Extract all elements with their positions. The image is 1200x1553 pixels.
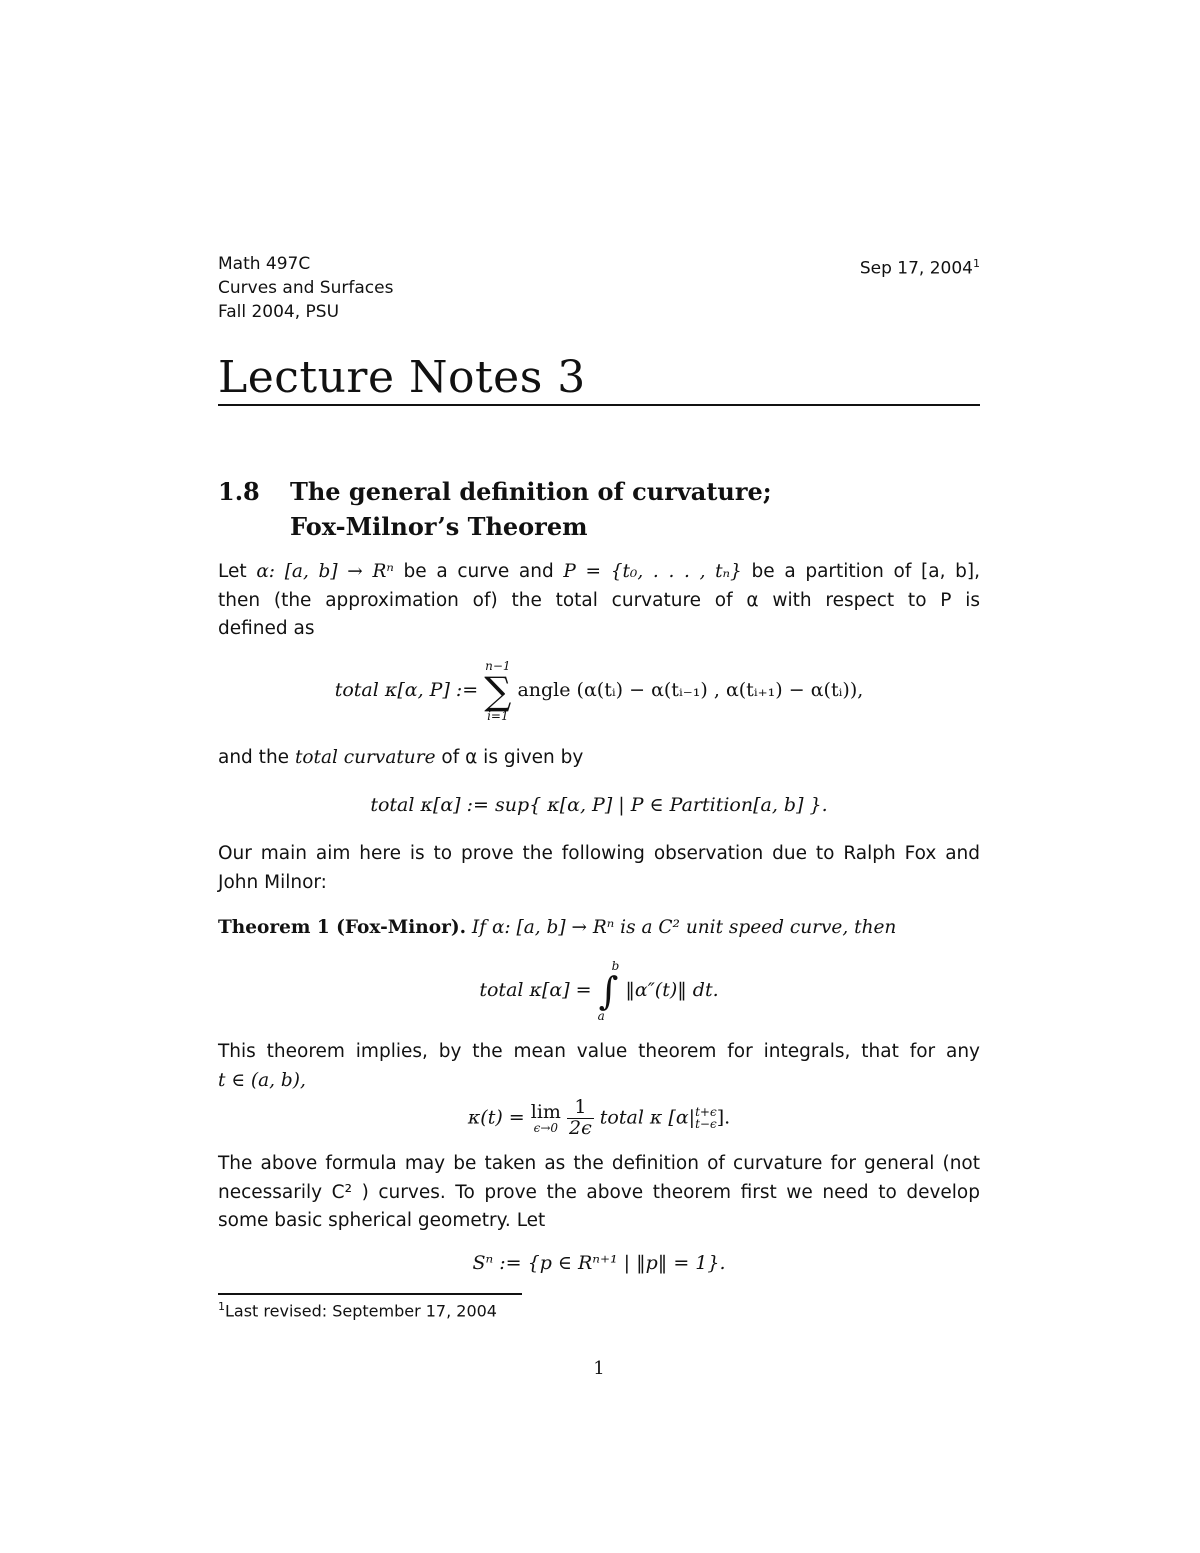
section-title-line1: The general definition of curvature; bbox=[290, 477, 772, 506]
paragraph-implication: This theorem implies, by the mean value theorem for integrals, that for any t ∈ (a, b), bbox=[218, 1041, 980, 1091]
header-date-wrap bbox=[860, 252, 980, 281]
restriction-limits: t+ϵ t−ϵ bbox=[695, 1105, 717, 1132]
footnote-text: Last revised: September 17, 2004 bbox=[225, 1301, 497, 1321]
header-term: Fall 2004, PSU bbox=[218, 302, 340, 322]
header-date: Sep 17, 2004 bbox=[859, 258, 973, 279]
theorem-statement bbox=[218, 914, 980, 942]
footnote bbox=[218, 1300, 497, 1320]
equation-fox-milnor: total κ[α] = b ∫ a ‖α″(t)‖ dt. bbox=[479, 959, 719, 1023]
footnote-number: 1 bbox=[218, 1300, 225, 1313]
sum-symbol: n−1 ∑ i=1 bbox=[484, 659, 512, 723]
equation-sphere: Sⁿ := {p ∈ Rⁿ⁺¹ | ‖p‖ = 1}. bbox=[472, 1252, 726, 1274]
inline-math-curve: α: [a, b] → Rⁿ bbox=[256, 561, 394, 582]
equation-curvature-limit: κ(t) = lim ϵ→0 $\frac{1}{2\epsilon}$ total κ [α| t+ϵ t−ϵ ]. bbox=[467, 1096, 731, 1139]
paragraph-definition: Let α: [a, b] → Rⁿ be a curve and P = {t₀, . . . , tₙ} be a partition of [a, b], then (the approximation of) the total curvature of α with respect to P is defined as bbox=[218, 561, 980, 639]
page-number: 1 bbox=[593, 1358, 605, 1379]
theorem-label: Theorem 1 (Fox-Minor). bbox=[218, 917, 467, 938]
paragraph-total-curvature: and the total curvature of α is given by bbox=[218, 747, 584, 768]
equation-total-curvature-sup: total κ[α] := sup{ κ[α, P] | P ∈ Partition[a, b] }. bbox=[370, 794, 828, 816]
paragraph-main-aim: Our main aim here is to prove the following observation due to Ralph Fox and John Milnor: bbox=[218, 843, 980, 893]
fraction: $\frac{1}{2\epsilon}$ bbox=[569, 1096, 592, 1139]
footnote-rule bbox=[218, 1293, 522, 1295]
theorem-text: If α: [a, b] → Rⁿ is a C² unit speed curve, then bbox=[471, 917, 897, 938]
paragraph-general-definition: The above formula may be taken as the definition of curvature for general (not necessarily C² ) curves. To prove the above theorem first we need to develop some basic spherical geometry. Let bbox=[218, 1153, 980, 1231]
page bbox=[218, 0, 980, 1553]
equation-total-curvature-partition: total κ[α, P] := n−1 ∑ i=1 angle (α(tᵢ) − α(tᵢ₋₁) , α(tᵢ₊₁) − α(tᵢ)), bbox=[334, 659, 864, 723]
limit-operator: lim ϵ→0 bbox=[530, 1100, 561, 1135]
section-number: 1.8 bbox=[218, 477, 260, 506]
inline-math-partition: P = {t₀, . . . , tₙ} bbox=[563, 561, 742, 582]
footnote-mark: 1 bbox=[973, 257, 980, 270]
header-subject: Curves and Surfaces bbox=[218, 278, 394, 298]
header-course: Math 497C bbox=[218, 254, 311, 274]
title-rule bbox=[218, 404, 980, 406]
page-title: Lecture Notes 3 bbox=[218, 352, 586, 403]
integral-symbol: b ∫ a bbox=[597, 959, 620, 1023]
section-title-line2: Fox-Milnor’s Theorem bbox=[290, 512, 588, 541]
